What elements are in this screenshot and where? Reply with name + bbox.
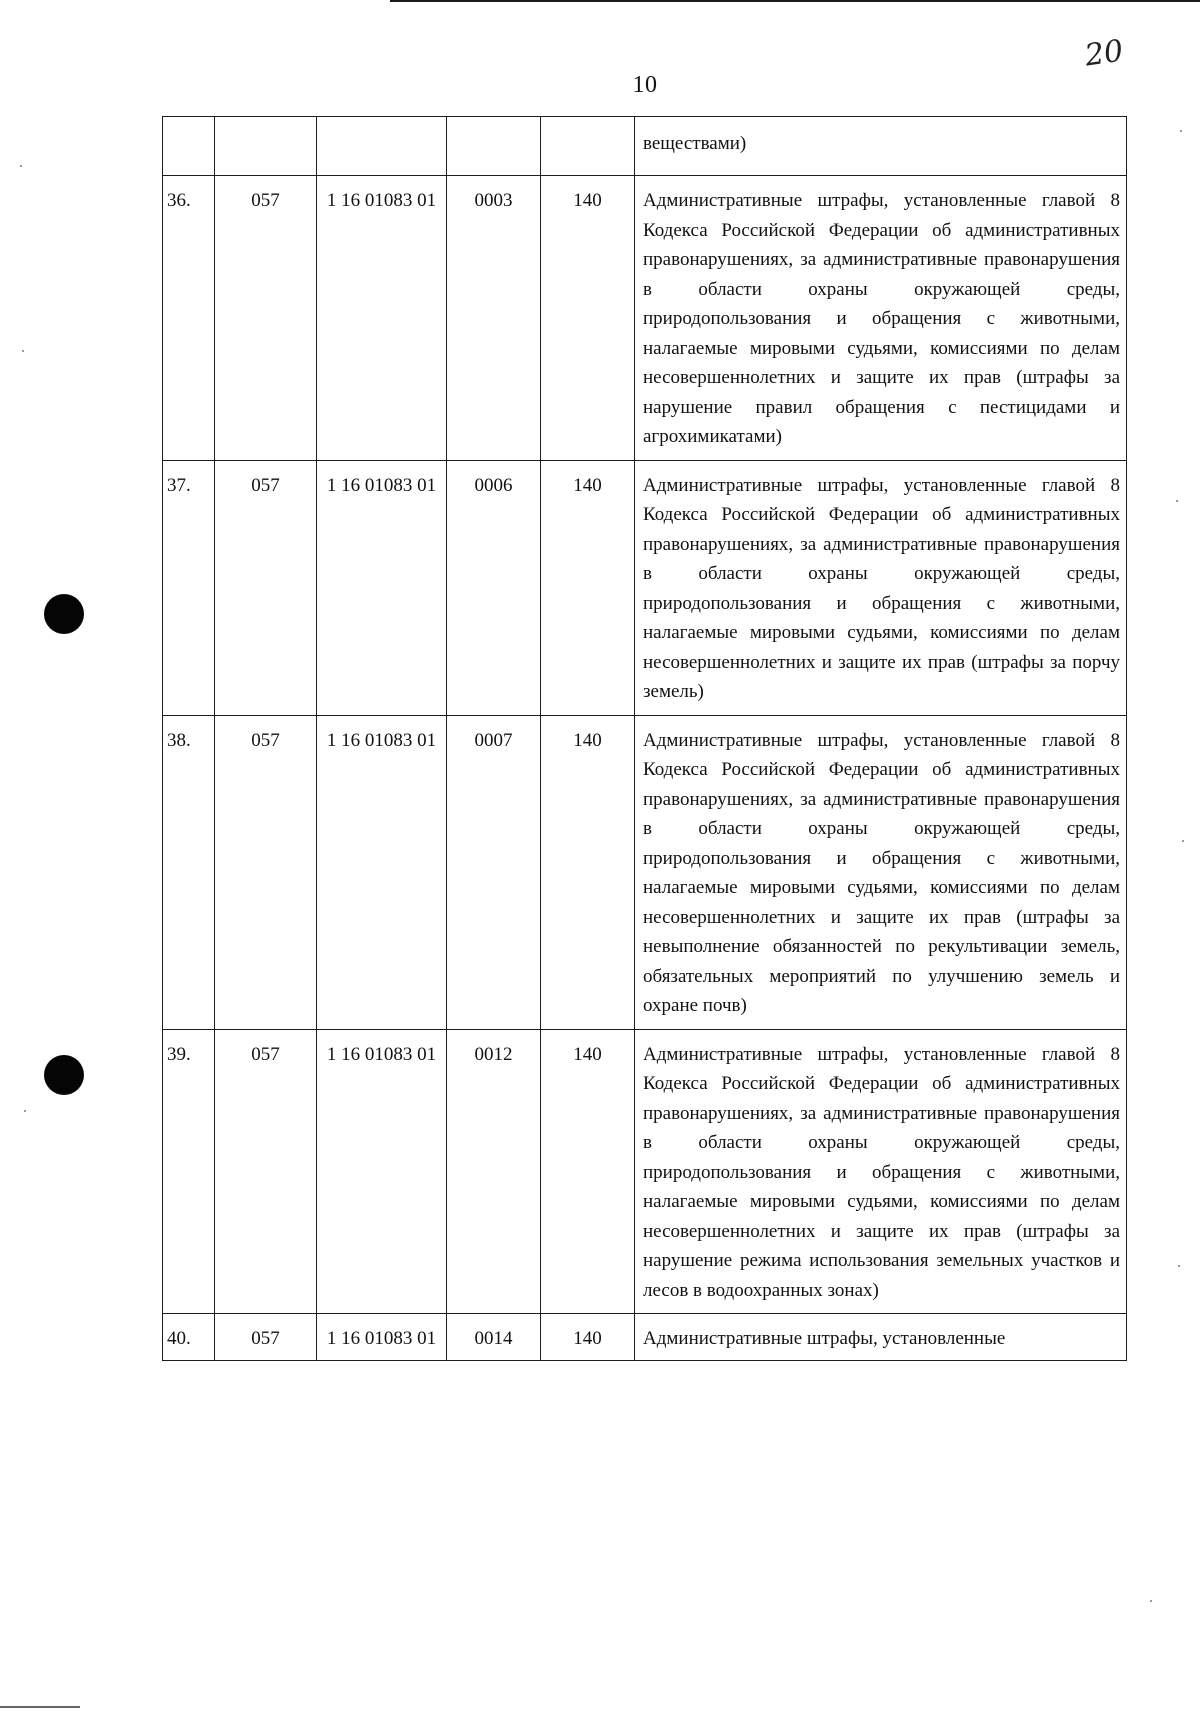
kbk-group-cell: 140 [541, 460, 635, 715]
description-cell: Административные штрафы, установленные главой 8 Кодекса Российской Федерации об административных правонарушениях, за административные правонарушения в области охраны окружающей среды, природопользования и обращения с животными, налагаемые мировыми судьями, комиссиями по делам несовершеннолетних и защите их прав (штрафы за невыполнение обязанностей по рекультивации земель, обязательных мероприятий по улучшению земель и охране почв) [635, 715, 1127, 1029]
kbk-subtype-cell: 0007 [447, 715, 541, 1029]
description-cell: Административные штрафы, установленные главой 8 Кодекса Российской Федерации об административных правонарушениях, за административные правонарушения в области охраны окружающей среды, природопользования и обращения с животными, налагаемые мировыми судьями, комиссиями по делам несовершеннолетних и защите их прав (штрафы за нарушение правил обращения с пестицидами и агрохимикатами) [635, 176, 1127, 461]
kbk-subtype-cell: 0014 [447, 1314, 541, 1361]
row-number-cell [163, 117, 215, 176]
scan-speck [1180, 130, 1182, 132]
kbk-main-cell: 1 16 01083 01 [317, 176, 447, 461]
scan-speck [24, 1110, 26, 1112]
kbk-main-cell: 1 16 01083 01 [317, 715, 447, 1029]
scan-speck [22, 350, 24, 352]
table-row [163, 460, 1127, 715]
row-number-cell: 40. [163, 1314, 215, 1361]
punch-hole-upper [44, 594, 84, 634]
bottom-scan-rule [0, 1706, 80, 1708]
top-scan-rule [390, 0, 1200, 2]
kbk-subtype-cell: 0012 [447, 1029, 541, 1314]
table-row [163, 176, 1127, 461]
kbk-subtype-cell [447, 117, 541, 176]
admin-code-cell: 057 [215, 715, 317, 1029]
table-row [163, 1029, 1127, 1314]
description-cell: веществами) [635, 117, 1127, 176]
kbk-group-cell [541, 117, 635, 176]
kbk-main-cell: 1 16 01083 01 [317, 460, 447, 715]
description-cell: Административные штрафы, установленные [635, 1314, 1127, 1361]
kbk-subtype-cell: 0006 [447, 460, 541, 715]
kbk-group-cell: 140 [541, 1029, 635, 1314]
kbk-main-cell: 1 16 01083 01 [317, 1029, 447, 1314]
table-row [163, 117, 1127, 176]
kbk-main-cell: 1 16 01083 01 [317, 1314, 447, 1361]
admin-code-cell: 057 [215, 1029, 317, 1314]
scan-speck [1150, 1600, 1152, 1602]
kbk-subtype-cell: 0003 [447, 176, 541, 461]
admin-code-cell: 057 [215, 460, 317, 715]
punch-hole-lower [44, 1055, 84, 1095]
admin-code-cell: 057 [215, 176, 317, 461]
scan-speck [1178, 1265, 1180, 1267]
row-number-cell: 38. [163, 715, 215, 1029]
kbk-group-cell: 140 [541, 176, 635, 461]
admin-code-cell [215, 117, 317, 176]
kbk-main-cell [317, 117, 447, 176]
table-row [163, 715, 1127, 1029]
admin-code-cell: 057 [215, 1314, 317, 1361]
kbk-group-cell: 140 [541, 715, 635, 1029]
description-cell: Административные штрафы, установленные главой 8 Кодекса Российской Федерации об административных правонарушениях, за административные правонарушения в области охраны окружающей среды, природопользования и обращения с животными, налагаемые мировыми судьями, комиссиями по делам несовершеннолетних и защите их прав (штрафы за порчу земель) [635, 460, 1127, 715]
scan-speck [1182, 840, 1184, 842]
handwritten-page-mark: 20 [1082, 33, 1126, 74]
kbk-group-cell: 140 [541, 1314, 635, 1361]
row-number-cell: 39. [163, 1029, 215, 1314]
scan-speck [20, 165, 22, 167]
row-number-cell: 36. [163, 176, 215, 461]
table-row [163, 1314, 1127, 1361]
fines-table [162, 116, 1127, 1361]
row-number-cell: 37. [163, 460, 215, 715]
scan-speck [1176, 500, 1178, 502]
page-number: 10 [632, 72, 658, 98]
description-cell: Административные штрафы, установленные главой 8 Кодекса Российской Федерации об административных правонарушениях, за административные правонарушения в области охраны окружающей среды, природопользования и обращения с животными, налагаемые мировыми судьями, комиссиями по делам несовершеннолетних и защите их прав (штрафы за нарушение режима использования земельных участков и лесов в водоохранных зонах) [635, 1029, 1127, 1314]
